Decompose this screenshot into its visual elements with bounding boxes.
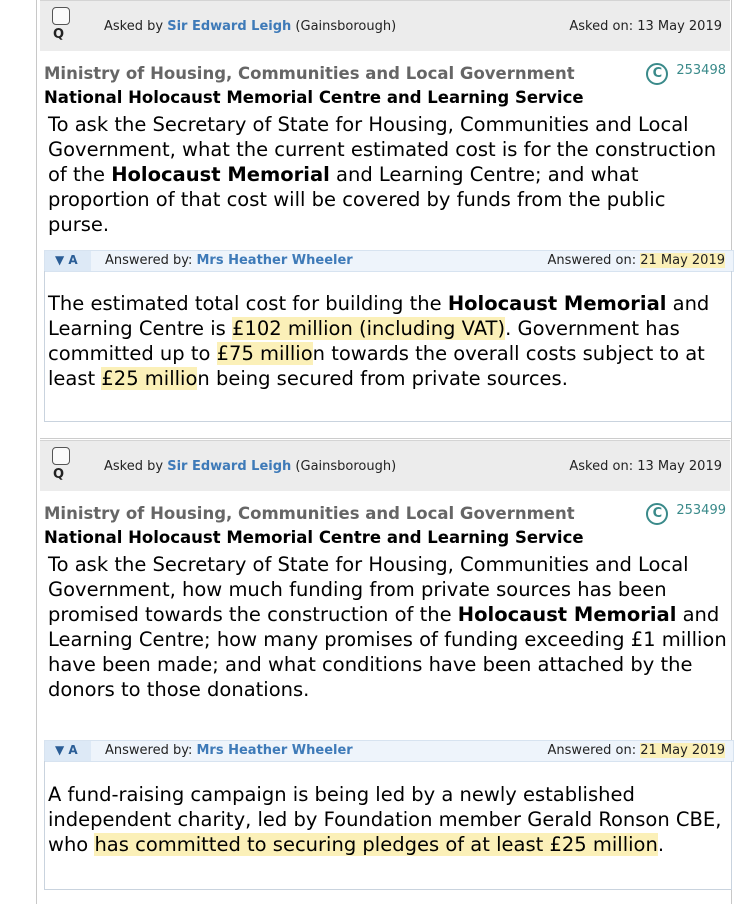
- select-checkbox[interactable]: [52, 447, 70, 465]
- department-name: Ministry of Housing, Communities and Local Government: [44, 504, 575, 523]
- answer-text: The estimated total cost for building the Holocaust Memorial and Learning Centre is £102 million (including VAT). Government has committed up to £75 million towards the overall costs subject to at least £25 million being secured from private sources.: [48, 292, 710, 390]
- question-marker: Q: [53, 467, 65, 482]
- asked-by: Asked by Sir Edward Leigh (Gainsborough): [104, 459, 397, 474]
- question-marker: Q: [53, 27, 65, 42]
- question-header-bar: [40, 440, 730, 491]
- member-link[interactable]: Sir Edward Leigh: [167, 19, 292, 34]
- asked-on: Asked on: 13 May 2019: [569, 19, 722, 34]
- question-text: To ask the Secretary of State for Housing, Communities and Local Government, what the current estimated cost is for the construction of the Holocaust Memorial and Learning Centre; and what proportion of that cost will be covered by funds from the public purse.: [48, 113, 717, 236]
- answer-bar: [44, 740, 734, 762]
- answer-text: A fund-raising campaign is being led by a newly established independent charity, led by Foundation member Gerald Ronson CBE, who has committed to securing pledges of at least £25 million.: [48, 783, 722, 856]
- answered-by: Answered by: Mrs Heather Wheeler: [105, 743, 353, 758]
- answered-on: Answered on: 21 May 2019: [547, 743, 725, 758]
- question-record-253499: [40, 440, 730, 856]
- question-text: To ask the Secretary of State for Housing, Communities and Local Government, how much funding from private sources has been promised towards the construction of the Holocaust Memorial and Learning Centre; how many promises of funding exceeding £1 million have been made; and what conditions have been attached by the donors to those donations.: [48, 553, 727, 701]
- question-record-253498: [40, 0, 730, 390]
- question-header-bar: [40, 0, 730, 51]
- select-checkbox[interactable]: [52, 7, 70, 25]
- member-link[interactable]: Sir Edward Leigh: [167, 459, 292, 474]
- question-heading: National Holocaust Memorial Centre and Learning Service: [44, 528, 584, 547]
- question-heading: National Holocaust Memorial Centre and Learning Service: [44, 88, 584, 107]
- record-divider: [40, 438, 732, 439]
- uin: C 253498: [646, 63, 726, 85]
- department-name: Ministry of Housing, Communities and Local Government: [44, 64, 575, 83]
- answer-toggle[interactable]: ▼ A: [55, 743, 78, 757]
- answer-member-link[interactable]: Mrs Heather Wheeler: [196, 253, 353, 268]
- commons-icon: C: [646, 503, 668, 525]
- uin: C 253499: [646, 503, 726, 525]
- commons-icon: C: [646, 63, 668, 85]
- asked-by: Asked by Sir Edward Leigh (Gainsborough): [104, 19, 397, 34]
- answer-toggle[interactable]: ▼ A: [55, 253, 78, 267]
- answered-on: Answered on: 21 May 2019: [547, 253, 725, 268]
- answered-by: Answered by: Mrs Heather Wheeler: [105, 253, 353, 268]
- asked-on: Asked on: 13 May 2019: [569, 459, 722, 474]
- answer-bar: [44, 250, 734, 272]
- left-rule: [36, 0, 37, 904]
- answer-member-link[interactable]: Mrs Heather Wheeler: [196, 743, 353, 758]
